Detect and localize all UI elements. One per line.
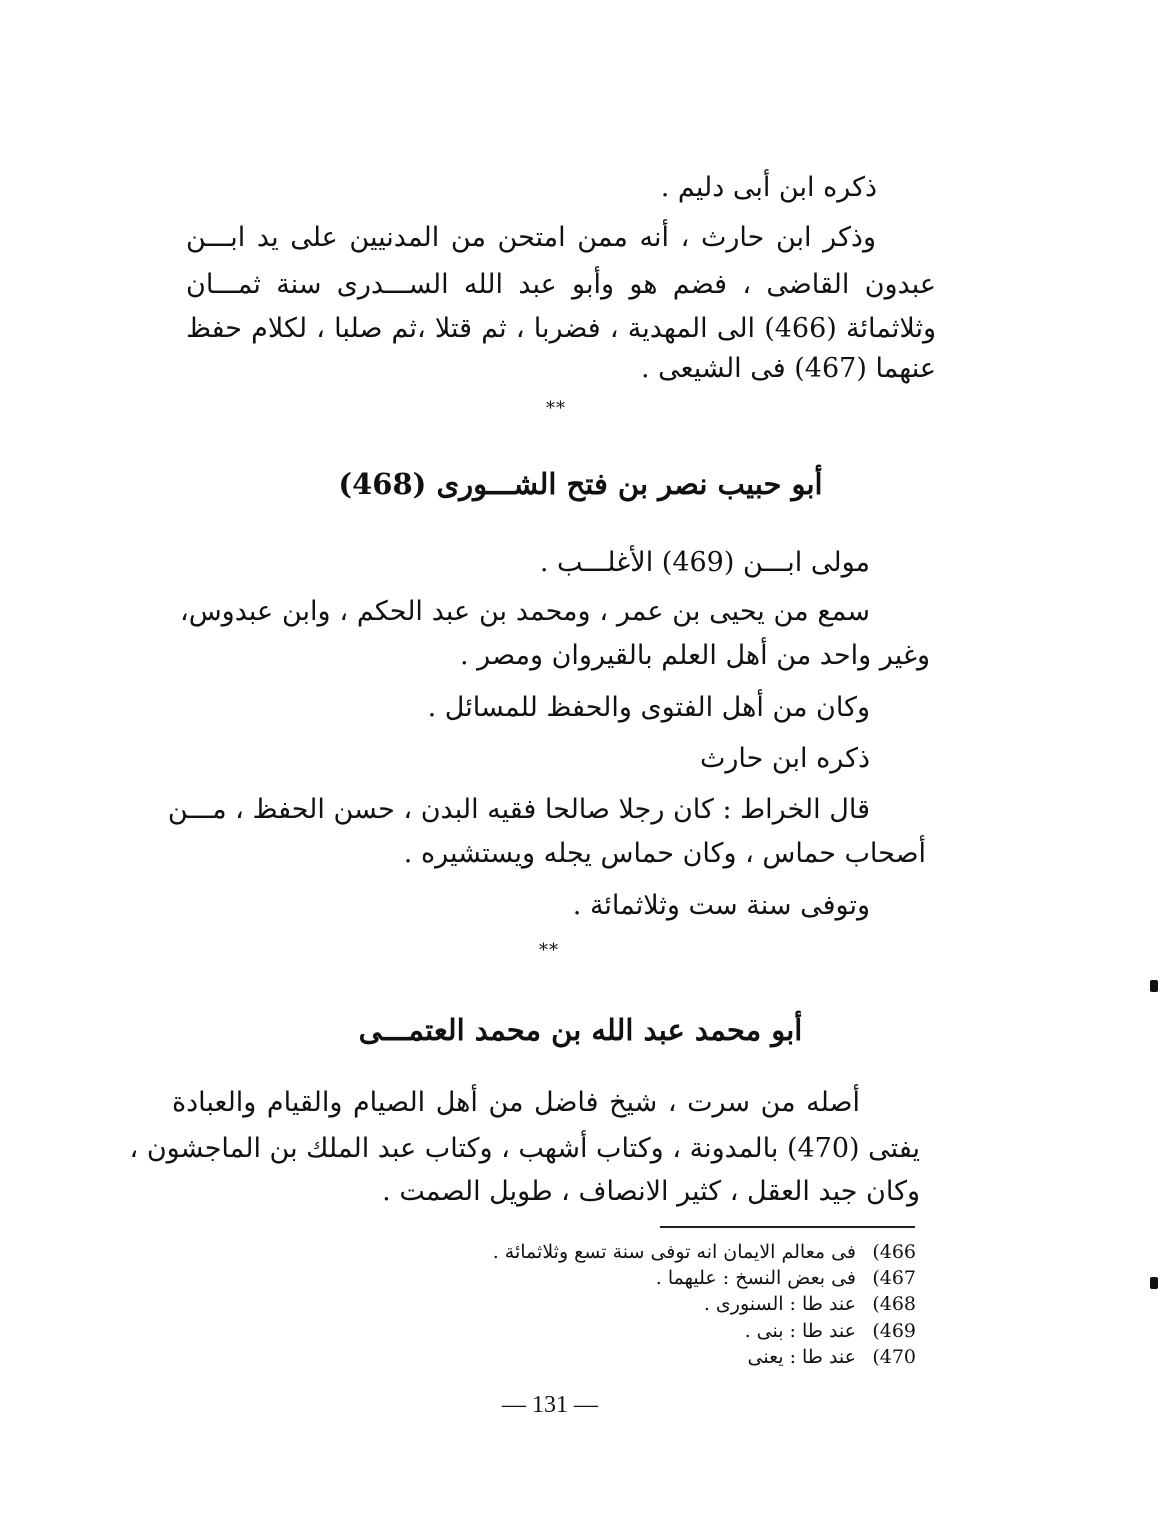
footnote-469	[745, 1318, 916, 1345]
section-separator-2: **	[539, 940, 559, 961]
footnote-number: 469)	[872, 1320, 916, 1342]
footnote-text: فى معالم الايمان انه توفى سنة تسع وثلاثمائة .	[492, 1241, 856, 1263]
section-separator-1: **	[546, 398, 566, 419]
section3-line-1: أصله من سرت ، شيخ فاضل من أهل الصيام والقيام والعبادة	[172, 1087, 860, 1118]
footnote-470	[748, 1344, 917, 1371]
section2-line-4: وكان من أهل الفتوى والحفظ للمسائل .	[427, 692, 870, 723]
entry-heading-al-atmi: أبو محمد عبد الله بن محمد العتمـــى	[358, 1013, 803, 1047]
section1-line-4: وثلاثمائة (466) الى المهدية ، فضربا ، ثم قتلا ،ثم صلبا ، لكلام حفظ	[186, 313, 936, 344]
footnote-text: عند طا : يعنى	[747, 1346, 856, 1368]
footnote-text: عند طا : بنى .	[744, 1320, 856, 1342]
footnote-number: 467)	[872, 1267, 916, 1289]
page-number: — 131 —	[502, 1392, 598, 1418]
footnote-text: عند طا : السنورى .	[703, 1293, 856, 1315]
section2-line-8: وتوفى سنة ست وثلاثمائة .	[572, 890, 870, 921]
footnote-number: 466)	[872, 1241, 916, 1263]
section1-line-2: وذكر ابن حارث ، أنه ممن امتحن من المدنيين على يد ابـــن	[186, 222, 876, 253]
section2-line-3: وغير واحد من أهل العلم بالقيروان ومصر .	[460, 640, 930, 671]
section1-line-5: عنهما (467) فى الشيعى .	[641, 353, 936, 384]
footnote-number: 468)	[872, 1293, 916, 1315]
section2-line-2: سمع من يحيى بن عمر ، ومحمد بن عبد الحكم ، وابن عبدوس،	[180, 596, 870, 627]
section3-line-3: وكان جيد العقل ، كثير الانصاف ، طويل الصمت .	[382, 1176, 920, 1207]
footnote-466	[493, 1239, 916, 1266]
margin-scan-mark	[1150, 980, 1158, 992]
margin-scan-mark	[1150, 1277, 1158, 1289]
section3-line-2: يفتى (470) بالمدونة ، وكتاب أشهب ، وكتاب عبد الملك بن الماجشون ،	[129, 1133, 920, 1164]
footnote-text: فى بعض النسخ : عليهما .	[655, 1267, 856, 1289]
footnote-468	[704, 1291, 916, 1318]
section2-line-5: ذكره ابن حارث	[699, 743, 870, 774]
entry-heading-468: أبو حبيب نصر بن فتح الشـــورى (468)	[338, 467, 823, 501]
section2-line-6: قال الخراط : كان رجلا صالحا فقيه البدن ، حسن الحفظ ، مـــن	[167, 794, 870, 825]
section2-line-1: مولى ابـــن (469) الأغلـــب .	[539, 547, 870, 578]
section1-line-1: ذكره ابن أبى دليم .	[660, 172, 877, 203]
footnote-rule	[660, 1226, 915, 1228]
section2-line-7: أصحاب حماس ، وكان حماس يجله ويستشيره .	[403, 838, 926, 869]
section1-line-3: عبدون القاضى ، فضم هو وأبو عبد الله الســـدرى سنة ثمـــان	[186, 269, 936, 300]
footnote-number: 470)	[872, 1346, 916, 1368]
footnote-467	[656, 1265, 916, 1292]
